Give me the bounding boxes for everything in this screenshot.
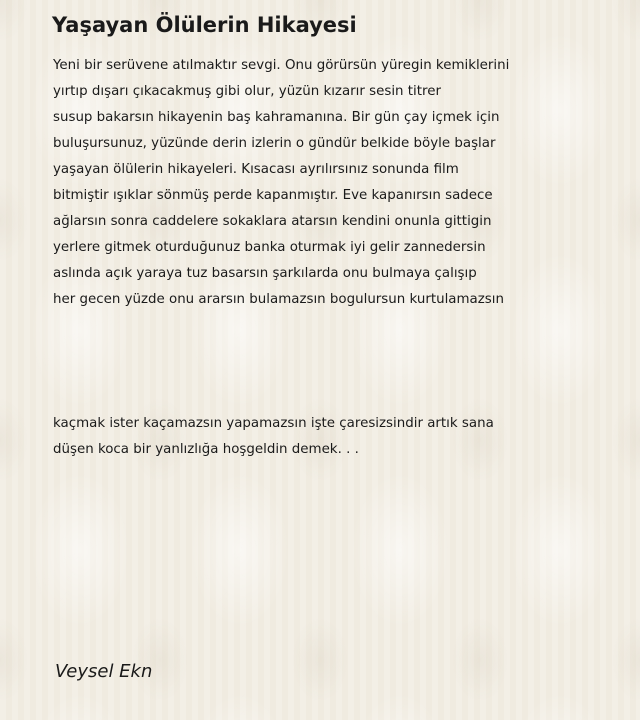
poem-line: yerlere gitmek oturduğunuz banka oturmak iyi gelir zannedersin (53, 240, 486, 255)
poem-line: susup bakarsın hikayenin baş kahramanına. Bir gün çay içmek için (53, 110, 500, 125)
poem-line: Yeni bir serüvene atılmaktır sevgi. Onu görürsün yüregin kemiklerini (53, 58, 510, 73)
poem-line: her gecen yüzde onu ararsın bulamazsın bogulursun kurtulamazsın (53, 292, 504, 307)
poem-line: bitmiştir ışıklar sönmüş perde kapanmıştır. Eve kapanırsın sadece (53, 188, 493, 203)
poem-line: düşen koca bir yanlızlığa hoşgeldin demek. . . (53, 442, 359, 457)
poem-line: ağlarsın sonra caddelere sokaklara atarsın kendini onunla gittigin (53, 214, 492, 229)
poem-line: buluşursunuz, yüzünde derin izlerin o gündür belkide böyle başlar (53, 136, 496, 151)
poem-stanza-1 (53, 53, 628, 313)
poem-line: aslında açık yaraya tuz basarsın şarkılarda onu bulmaya çalışıp (53, 266, 477, 281)
poem-line: kaçmak ister kaçamazsın yapamazsın işte çaresizsindir artık sana (53, 416, 494, 431)
poem-author: Veysel Ekn (55, 661, 153, 682)
poem-line: yaşayan ölülerin hikayeleri. Kısacası ayrılırsınız sonunda film (53, 162, 459, 177)
poem-stanza-2 (53, 411, 628, 463)
poem-line: yırtıp dışarı çıkacakmuş gibi olur, yüzün kızarır sesin titrer (53, 84, 441, 99)
poem-title: Yaşayan Ölülerin Hikayesi (52, 13, 357, 37)
